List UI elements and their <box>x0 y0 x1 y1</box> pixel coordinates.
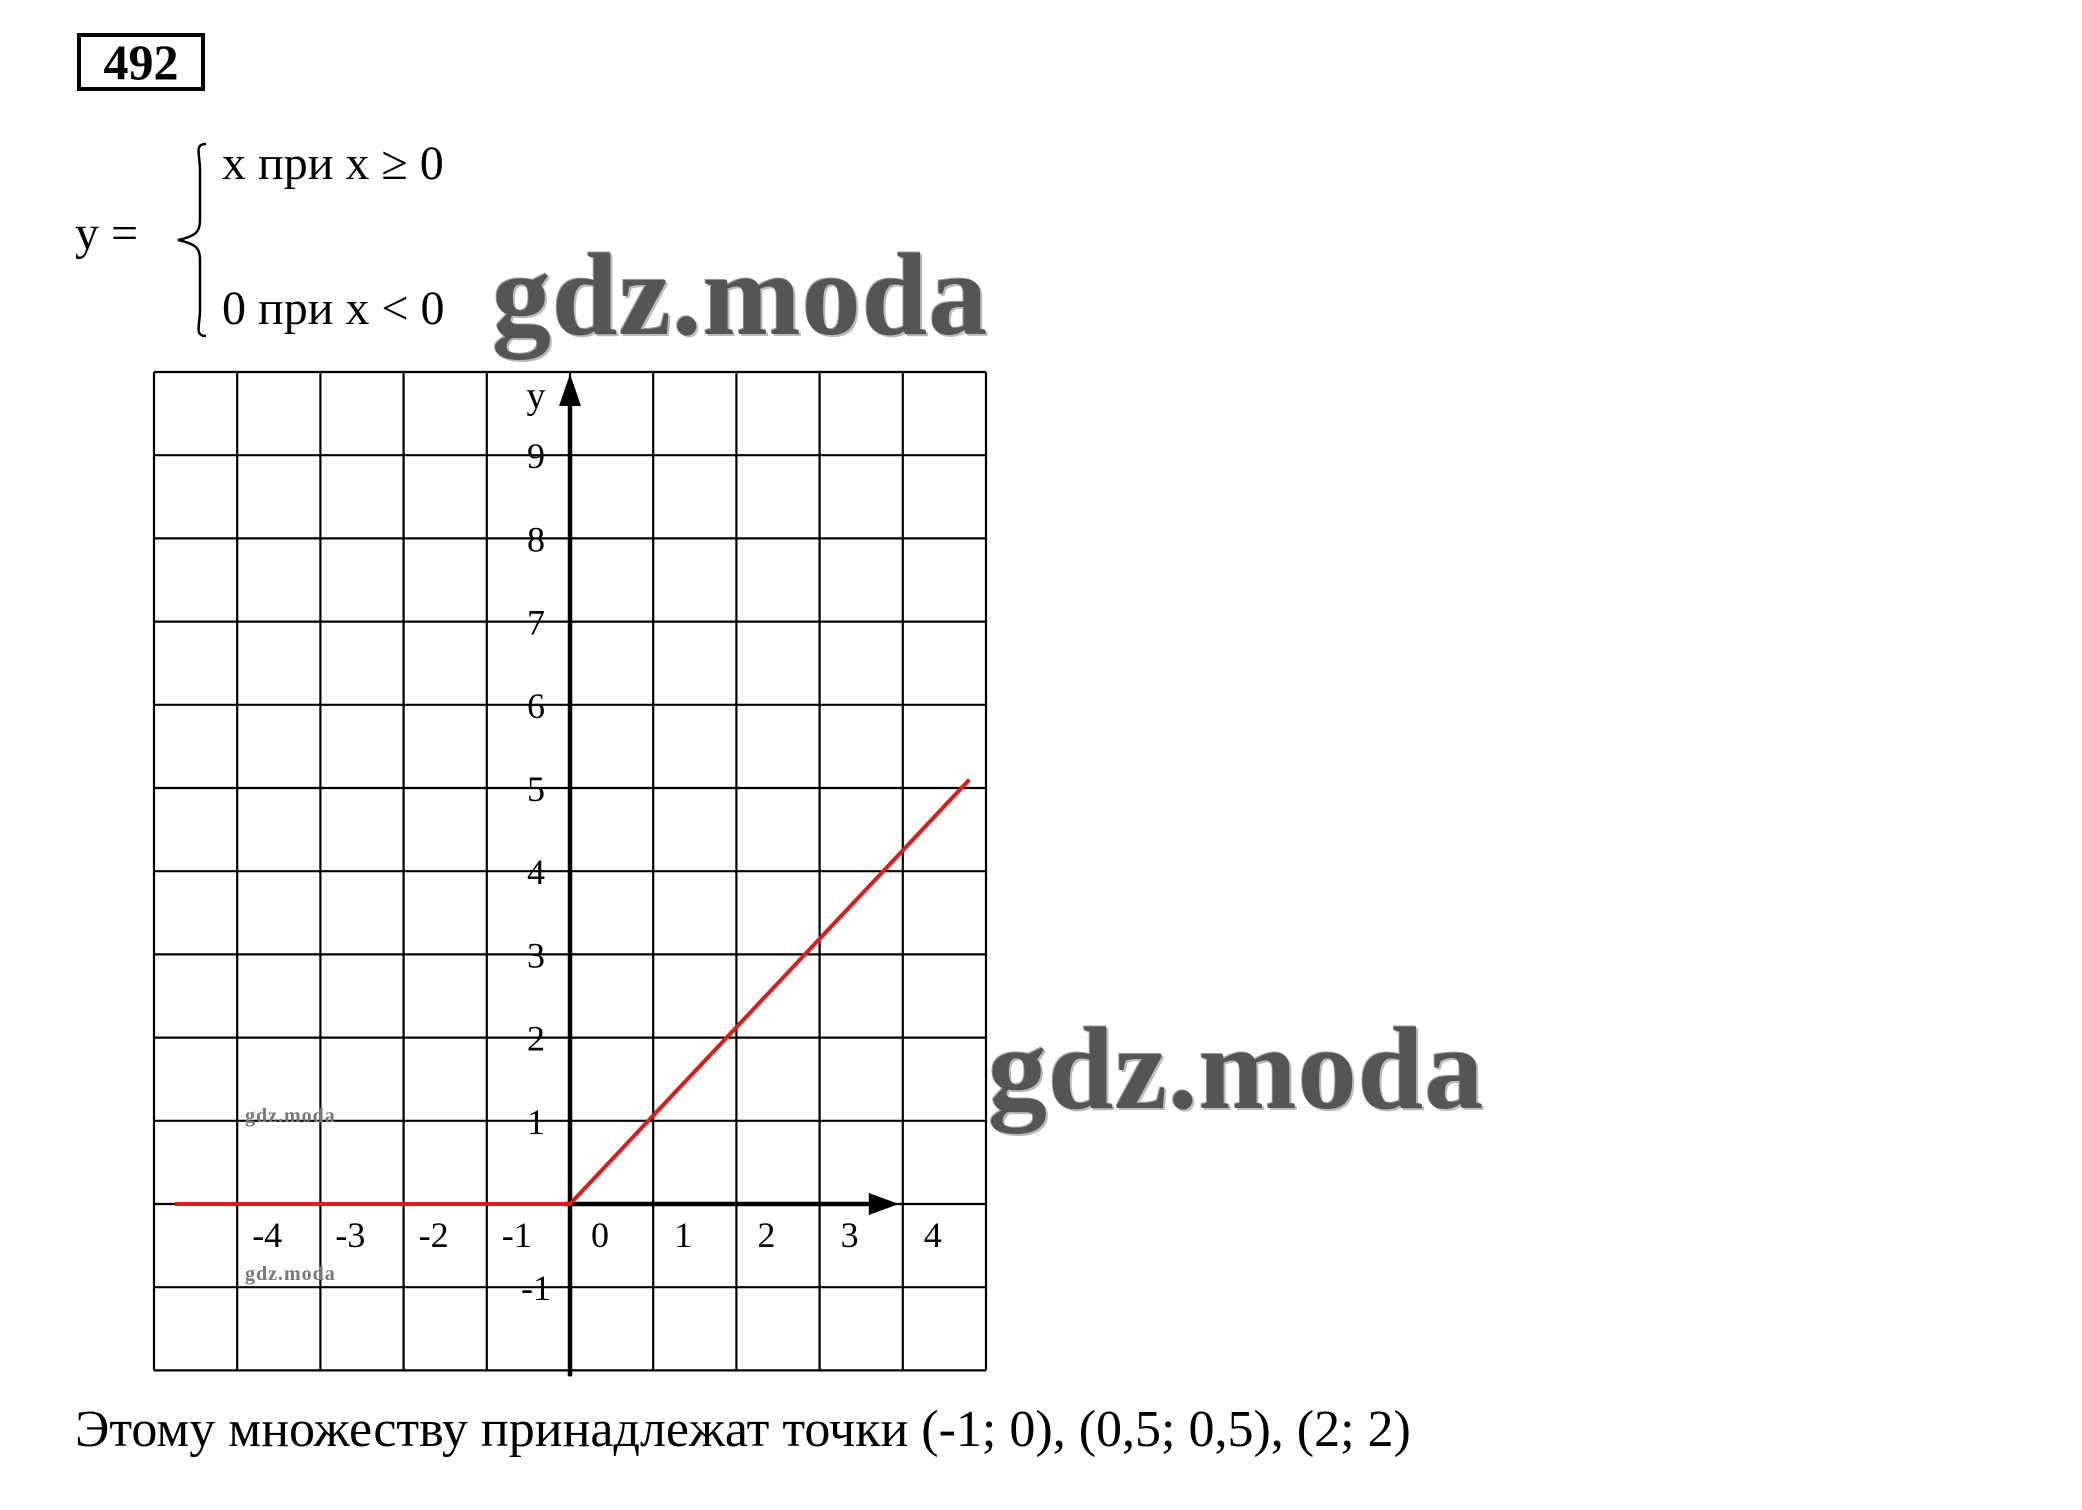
x-axis-arrow <box>869 1193 899 1215</box>
y-tick-label: 1 <box>527 1101 545 1142</box>
y-tick-label: 5 <box>527 769 545 809</box>
equation-lhs: y = <box>75 207 139 260</box>
y-tick-label: 2 <box>527 1018 545 1059</box>
y-axis-label: y <box>526 375 546 417</box>
x-tick-label: -3 <box>335 1215 366 1255</box>
y-tick-label: 9 <box>527 436 545 477</box>
watermark-small-lower: gdz.moda <box>245 1263 336 1285</box>
x-tick-label: 1 <box>674 1215 693 1255</box>
watermark-right: gdz.moda <box>988 1003 1485 1134</box>
x-tick-label: 3 <box>840 1215 859 1255</box>
watermark-small-upper: gdz.moda <box>245 1105 336 1127</box>
y-tick-label: 3 <box>527 935 545 976</box>
problem-number: 492 <box>77 33 205 91</box>
x-tick-label: -4 <box>252 1215 283 1255</box>
y-axis-arrow <box>559 374 581 406</box>
y-tick-label: 4 <box>527 852 545 893</box>
y-tick-label: 6 <box>527 685 545 726</box>
x-tick-label: -2 <box>418 1215 449 1255</box>
y-tick-label: 8 <box>527 519 545 560</box>
x-tick-label: 0 <box>591 1215 609 1255</box>
x-tick-label: 4 <box>923 1215 942 1255</box>
watermark-top: gdz.moda <box>492 229 989 360</box>
x-tick-label: -1 <box>501 1215 532 1255</box>
answer-text: Этому множеству принадлежат точки (-1; 0), (0,5; 0,5), (2; 2) <box>75 1401 1411 1458</box>
y-tick-label: 7 <box>527 602 545 643</box>
equation-case-2: 0 при x < 0 <box>222 282 445 335</box>
y-tick-label: -1 <box>521 1268 551 1309</box>
x-tick-label: 2 <box>757 1215 776 1255</box>
equation-case-1: x при x ≥ 0 <box>222 137 444 190</box>
